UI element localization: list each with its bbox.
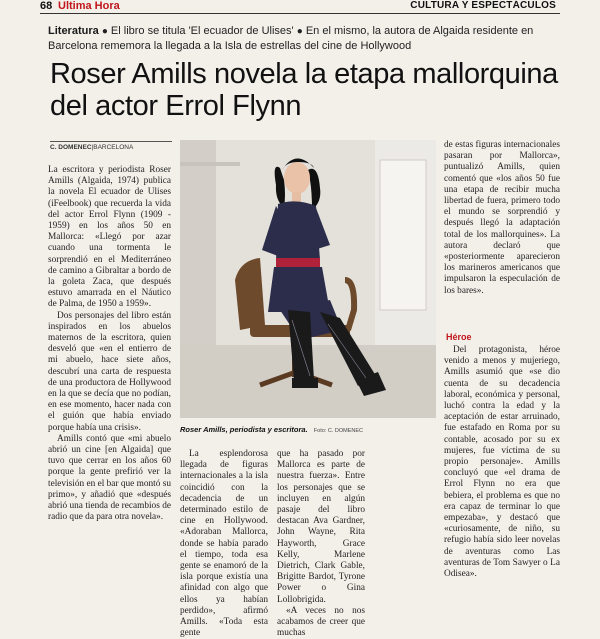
paragraph: Del protagonista, héroe venido a menos y mujeriego, Amills asumió que «se dio cuenta de su decadencia laboral, económica y personal, luchó contra la edad y la aceptación de estar arruinado, fue estafado en Roma por su contable, acosado por su ex mujeres, fue víctima de su propio personaje». Amills concluyó que «el drama de Errol Flynn no era que bebiera, el problema es que no era capaz de terminar lo que empezaba», y destacó que «curiosamente, de niño, su refugio había sido leer novelas de aventuras como Las aventuras de Tom Sawyer o La Odisea». [444,345,560,580]
subhead: Héroe [446,332,472,342]
headline: Roser Amills novela la etapa mallorquina del actor Errol Flynn [50,58,558,122]
article-column-4 [444,140,560,297]
publication-name: Ultima Hora [58,0,120,12]
article-column-1 [48,165,171,524]
caption-text: Roser Amills, periodista y escritora. [180,425,308,434]
byline-author: C. DOMENEC [50,144,92,151]
article-photo [180,140,436,418]
kicker-label: Literatura [48,25,99,37]
bullet-icon: ● [101,26,108,37]
page-header [0,0,600,14]
paragraph: La esplendorosa llegada de figuras internacionales a la isla coincidió con la decadencia de un determinado estilo de cine en Hollywood. «Adoraban Mallorca, donde se había parado el tiempo, toda esa gente se enamoró de la isla porque existía una afinidad con algo que ellos ya habían perdido», afirmó Amills. «Toda esta gente [180,449,268,639]
byline: C. DOMENEC|BARCELONA [50,141,172,151]
byline-place: BARCELONA [93,144,134,151]
page-number: 68 [40,0,53,12]
paragraph: «A veces no nos acabamos de creer que muchas [277,605,365,639]
kicker-part-1: El libro se titula 'El ecuador de Ulises' [110,25,294,37]
article-column-4b [444,345,560,580]
paragraph: Amills contó que «mi abuelo abrió un cine [en Algaida] que tuvo que cerrar en los años 60 porque la gente prefirió ver la televisión en el bar que montó su primo», y añadió que «después abrió una tienda de recambios de radio que da para otra novela». [48,433,171,523]
bullet-icon: ● [296,26,303,37]
paragraph: de estas figuras internacionales pasaran por Mallorca», puntualizó Amills, quien comentó que «los años 50 fue una etapa de recibir mucha libertad de fuera, primero todo el mundo se sorprendió y después llegó la adaptación total de los mallorquines». La autora declaró que «posteriormente aparecieron los marineros americanos que impulsaron la especulación de los bares». [444,140,560,296]
photo-caption [180,425,436,434]
kicker [48,24,560,53]
paragraph: que ha pasado por Mallorca es parte de nuestra fuerza». Entre los personajes que se incluyen en algún pasaje del libro destacan Ava Gardner, John Wayne, Rita Hayworth, Grace Kelly, Marlene Dietrich, Clark Gable, Brigitte Bardot, Tyrone Power o Gina Lollobrigida. [277,449,365,605]
article-column-2 [180,449,268,639]
kicker-part-2: En el mismo, la autora de Algaida residente en Barcelona rememora la llegada a la Isla de estrellas del cine de Hollywood [48,25,534,52]
section-name: CULTURA Y ESPECTÁCULOS [410,0,556,11]
photo-credit: Foto: C. DOMENEC [313,428,363,434]
photo-illustration [180,140,436,418]
paragraph: La escritora y periodista Roser Amills (Algaida, 1974) publica la novela El ecuador de Ulises (iFeelbook) que recuerda la vida del actor Errol Flynn (1909 - 1959) en los años 50 en Mallorca: «Llegó por azar cuando una tormenta le sorprendió en el Mediterráneo de camino a Gibraltar a bordo de la goleta Zaca, que después estuvo amarrada en el Náutico de Palma, de 1950 a 1959». [48,165,171,310]
paragraph: Dos personajes del libro están inspirados en los abuelos maternos de la escritora, quien desveló que «en el entierro de mi abuelo, hace siete años, descubrí una carta de respuesta de una productora de Hollywood en la que se decía que no podían, en ese momento, hacer nada con el guión que había enviado porque había una crisis». [48,310,171,433]
header-rule [40,13,560,14]
article-column-3 [277,449,365,639]
